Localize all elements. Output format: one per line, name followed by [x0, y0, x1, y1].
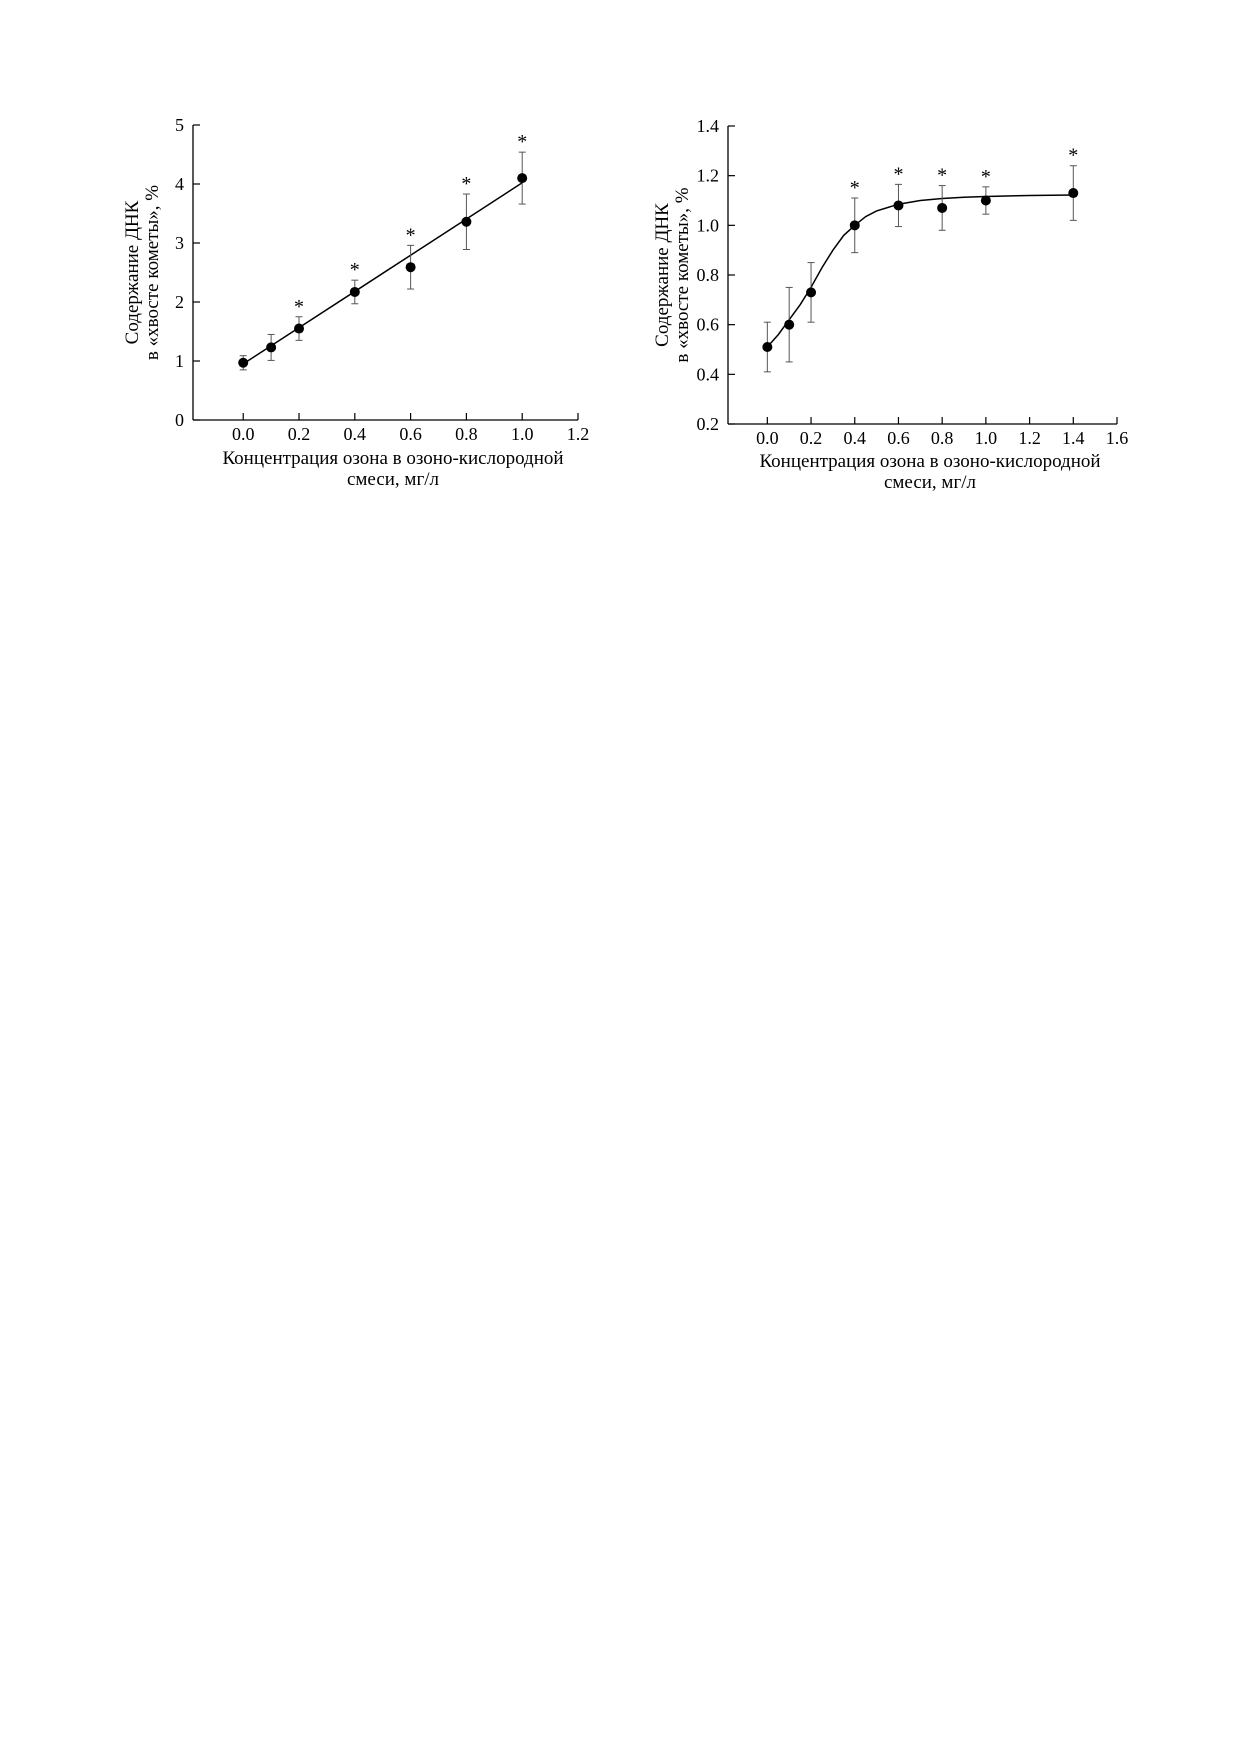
x-tick-label: 0.4	[843, 428, 867, 448]
data-point	[937, 203, 947, 213]
x-axis-label: Концентрация озона в озоно-кислородной	[222, 448, 564, 469]
significance-marker: *	[294, 295, 305, 318]
fit-line	[243, 183, 522, 364]
x-tick-label: 0.2	[287, 424, 311, 444]
data-point	[350, 287, 360, 297]
data-point	[784, 320, 794, 330]
y-tick-label: 0.6	[696, 314, 719, 335]
data-point	[266, 342, 276, 352]
significance-marker: *	[1068, 144, 1079, 167]
y-tick-label: 0.4	[696, 364, 719, 385]
significance-marker: *	[937, 164, 948, 187]
x-tick-label: 0.4	[343, 424, 367, 444]
y-tick-label: 2	[175, 292, 184, 312]
y-axis-label: Содержание ДНК	[122, 200, 143, 345]
y-tick-label: 0.8	[696, 265, 719, 285]
chart-right	[652, 116, 1128, 493]
chart-left	[122, 115, 589, 490]
x-tick-label: 0.8	[930, 428, 954, 448]
x-tick-label: 0.6	[399, 424, 422, 444]
data-point	[893, 200, 903, 210]
data-point	[517, 173, 527, 183]
y-axis-label: Содержание ДНК	[652, 203, 673, 347]
y-tick-label: 1.4	[696, 116, 719, 136]
significance-marker: *	[893, 163, 904, 186]
y-axis-label: в «хвосте кометы», %	[142, 184, 163, 361]
x-tick-label: 0.8	[455, 424, 478, 444]
significance-marker: *	[980, 165, 991, 188]
data-point	[406, 262, 416, 272]
x-tick-label: 0.6	[887, 428, 910, 448]
data-point	[850, 220, 860, 230]
data-point	[1068, 188, 1078, 198]
x-tick-label: 1.4	[1062, 428, 1085, 448]
y-tick-label: 1.2	[696, 165, 719, 186]
y-tick-label: 1	[175, 351, 184, 371]
x-tick-label: 1.2	[1018, 428, 1041, 448]
data-point	[238, 358, 248, 368]
x-tick-label: 1.0	[974, 428, 998, 448]
x-tick-label: 1.2	[566, 424, 590, 444]
significance-marker: *	[405, 224, 416, 247]
data-point	[762, 342, 772, 352]
y-tick-label: 0	[175, 410, 184, 430]
x-tick-label: 0.0	[756, 428, 779, 448]
data-point	[981, 196, 991, 206]
significance-marker: *	[517, 131, 528, 154]
x-tick-label: 0.2	[799, 428, 823, 448]
x-axis-label: смеси, мг/л	[346, 469, 440, 490]
x-tick-label: 0.0	[231, 424, 255, 444]
data-point	[294, 324, 304, 334]
y-tick-label: 4	[175, 174, 184, 194]
data-point	[806, 287, 816, 297]
significance-marker: *	[461, 173, 472, 196]
x-axis-label: смеси, мг/л	[883, 472, 977, 493]
y-tick-label: 3	[175, 233, 184, 253]
x-axis-label: Концентрация озона в озоно-кислородной	[759, 451, 1101, 472]
y-tick-label: 0.2	[696, 414, 719, 434]
significance-marker: *	[349, 259, 360, 282]
significance-marker: *	[849, 177, 860, 200]
y-tick-label: 1.0	[696, 215, 719, 236]
y-axis-label: в «хвосте кометы», %	[672, 187, 693, 363]
x-tick-label: 1.6	[1105, 428, 1129, 448]
data-point	[461, 217, 471, 227]
x-tick-label: 1.0	[510, 424, 534, 444]
y-tick-label: 5	[175, 115, 184, 135]
fit-line	[767, 195, 1073, 347]
